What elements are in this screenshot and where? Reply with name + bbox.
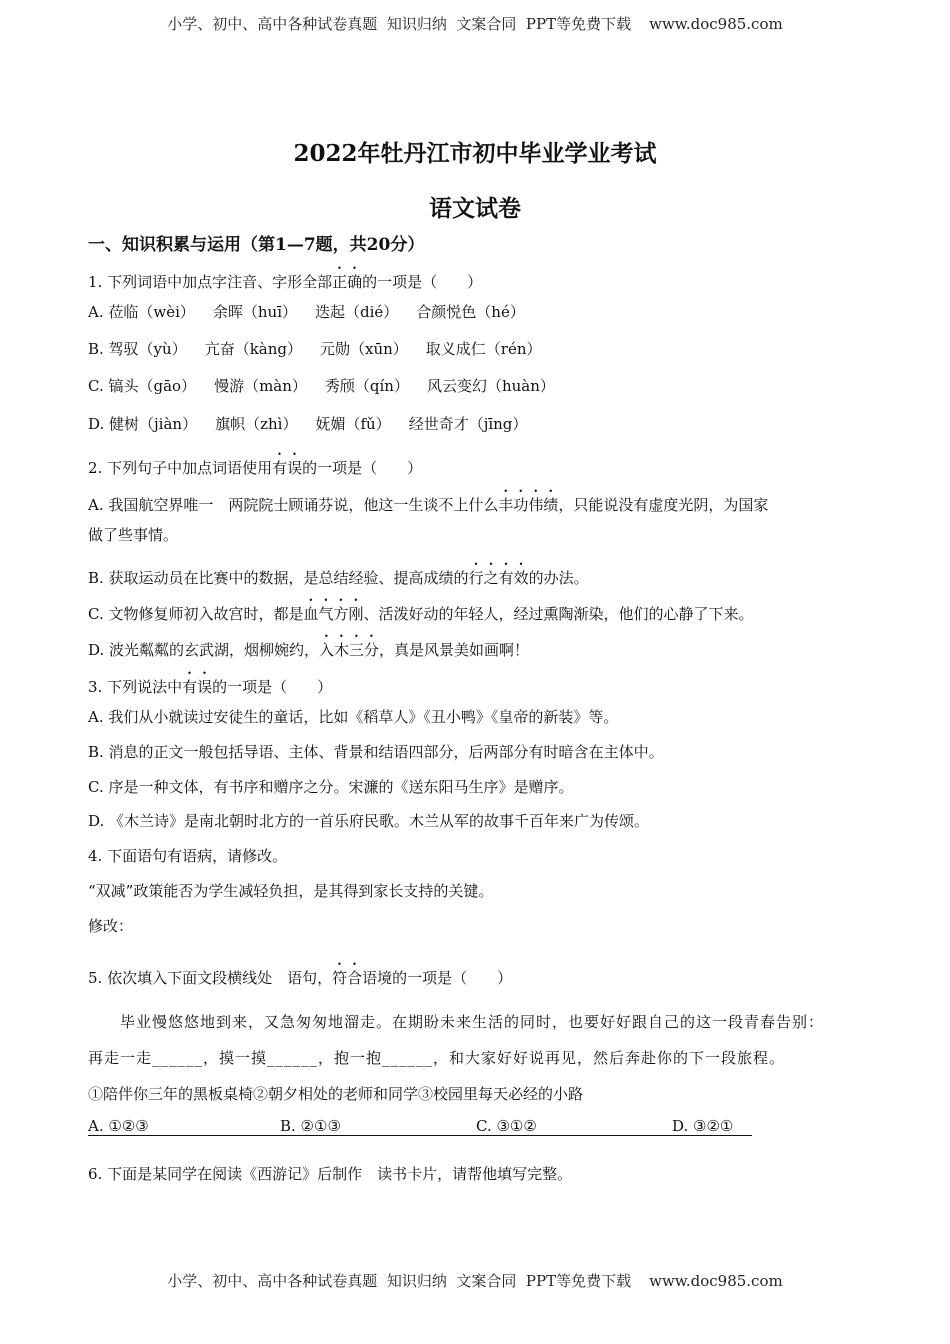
question-2-option-a-cont: 做了些事情。: [88, 526, 179, 544]
question-1-option-a: [88, 301, 543, 323]
q5-stem-pre: 5. 依次填入下面文段横线处 语句，: [88, 969, 333, 987]
question-5-items: ①陪伴你三年的黑板桌椅②朝夕相处的老师和同学③校园里每天必经的小路: [88, 1085, 584, 1103]
question-1-option-d: [88, 413, 545, 435]
q1-b-4: 取义成仁（rén）: [425, 340, 542, 358]
question-3-stem: [88, 669, 332, 698]
exam-subtitle: 语文试卷: [429, 195, 521, 222]
q1-stem-pre: 1. 下列词语中加点字注音、字形全部: [88, 273, 333, 291]
q5-stem-emphasis: 符合: [332, 969, 363, 987]
question-3-option-b: B. 消息的正文一般包括导语、主体、背景和结语四部分，后两部分有时暗含在主体中。: [88, 743, 664, 761]
question-4-revise-label: 修改：: [88, 917, 134, 935]
q2-stem-post: 的一项是（ ）: [302, 459, 423, 477]
q1-a-1: A. 莅临（wèi）: [88, 303, 195, 321]
q1-c-2: 慢游（màn）: [214, 377, 307, 395]
q2-stem-pre: 2. 下列句子中加点词语使用: [88, 459, 273, 477]
page-footer: [0, 1270, 950, 1291]
q1-c-1: C. 镐头（gāo）: [88, 377, 197, 395]
question-3-option-a: A. 我们从小就读过安徒生的童话，比如《稻草人》《丑小鸭》《皇帝的新装》等。: [88, 708, 619, 726]
q5-option-b: B. ②①③: [280, 1117, 476, 1136]
question-5-options: [88, 1117, 752, 1136]
q2-b-post: 的办法。: [528, 569, 589, 587]
question-5-stem: [88, 960, 512, 989]
question-5-passage-line-1: 毕业慢悠悠地到来，又急匆匆地溜走。在期盼未来生活的同时，也要好好跟自己的这一段青春告别：: [120, 1013, 825, 1031]
header-url[interactable]: www.doc985.com: [649, 15, 783, 33]
q1-b-2: 亢奋（kàng）: [204, 340, 302, 358]
q3-stem-post: 的一项是（ ）: [212, 678, 333, 696]
footer-url[interactable]: www.doc985.com: [649, 1272, 783, 1290]
question-2-option-b: [88, 560, 589, 589]
q1-c-3: 秀颀（qín）: [324, 377, 409, 395]
q1-d-3: 妩媚（fǔ）: [315, 415, 391, 433]
section-heading: 一、知识积累与运用（第1—7题，共20分）: [88, 235, 425, 255]
q2-b-emphasis: 行之有效: [468, 569, 529, 587]
page-header: [0, 13, 950, 34]
q5-option-c: C. ③①②: [476, 1117, 672, 1136]
question-3-option-d: D. 《木兰诗》是南北朝时北方的一首乐府民歌。木兰从军的故事千百年来广为传颂。: [88, 812, 650, 830]
question-2-option-a: [88, 487, 768, 516]
q2-a-emphasis: 丰功伟绩: [498, 496, 559, 514]
question-5-passage-line-2: 再走一走______，摸一摸______，抱一抱______，和大家好好说再见，然后奔赴你的下一段旅程。: [88, 1049, 786, 1067]
q5-option-d: D. ③②①: [672, 1117, 752, 1136]
q1-a-2: 余晖（huī）: [212, 303, 298, 321]
q2-a-pre: A. 我国航空界唯一 两院院士顾诵芬说，他这一生谈不上什么: [88, 496, 499, 514]
q5-stem-post: 语境的一项是（ ）: [362, 969, 513, 987]
q1-b-1: B. 驾驭（yù）: [88, 340, 187, 358]
q2-c-emphasis: 血气方刚: [303, 605, 364, 623]
question-2-option-c: [88, 596, 754, 625]
q2-d-emphasis: 入木三分: [319, 641, 380, 659]
question-4-sentence: “双减”政策能否为学生减轻负担，是其得到家长支持的关键。: [88, 882, 494, 900]
q2-d-post: ，真是风景美如画啊！: [379, 641, 530, 659]
q2-b-pre: B. 获取运动员在比赛中的数据，是总结经验、提高成绩的: [88, 569, 469, 587]
q3-stem-pre: 3. 下列说法中: [88, 678, 183, 696]
question-1-option-c: [88, 375, 573, 397]
q1-a-4: 合颜悦色（hé）: [416, 303, 525, 321]
q1-d-4: 经世奇才（jīng）: [408, 415, 528, 433]
q3-stem-emphasis: 有误: [182, 678, 213, 696]
header-text: 小学、初中、高中各种试卷真题 知识归纳 文案合同 PPT等免费下载: [167, 15, 632, 33]
q5-option-a: A. ①②③: [88, 1117, 280, 1136]
q1-d-2: 旗帜（zhì）: [215, 415, 298, 433]
q1-c-4: 风云变幻（huàn）: [426, 377, 555, 395]
q2-d-pre: D. 波光粼粼的玄武湖，烟柳婉约，: [88, 641, 320, 659]
q2-c-pre: C. 文物修复师初入故宫时，都是: [88, 605, 304, 623]
q1-a-3: 迭起（dié）: [315, 303, 399, 321]
q1-stem-emphasis: 正确: [332, 273, 363, 291]
q1-stem-post: 的一项是（ ）: [362, 273, 483, 291]
question-2-stem: [88, 450, 422, 479]
q2-c-post: 、活泼好动的年轻人，经过熏陶渐染，他们的心静了下来。: [363, 605, 754, 623]
footer-text: 小学、初中、高中各种试卷真题 知识归纳 文案合同 PPT等免费下载: [167, 1272, 632, 1290]
question-6-stem: 6. 下面是某同学在阅读《西游记》后制作 读书卡片，请帮他填写完整。: [88, 1165, 573, 1183]
question-2-option-d: [88, 632, 529, 661]
question-3-option-c: C. 序是一种文体，有书序和赠序之分。宋濂的《送东阳马生序》是赠序。: [88, 778, 574, 796]
exam-title: 2022年牡丹江市初中毕业学业考试: [293, 140, 657, 167]
question-4-stem: 4. 下面语句有语病，请修改。: [88, 847, 288, 865]
q2-a-post: ，只能说没有虚度光阴，为国家: [558, 496, 769, 514]
q2-stem-emphasis: 有误: [272, 459, 303, 477]
q1-b-3: 元勋（xūn）: [320, 340, 408, 358]
question-1-stem: [88, 264, 482, 293]
question-1-option-b: [88, 338, 560, 360]
q1-d-1: D. 健树（jiàn）: [88, 415, 198, 433]
